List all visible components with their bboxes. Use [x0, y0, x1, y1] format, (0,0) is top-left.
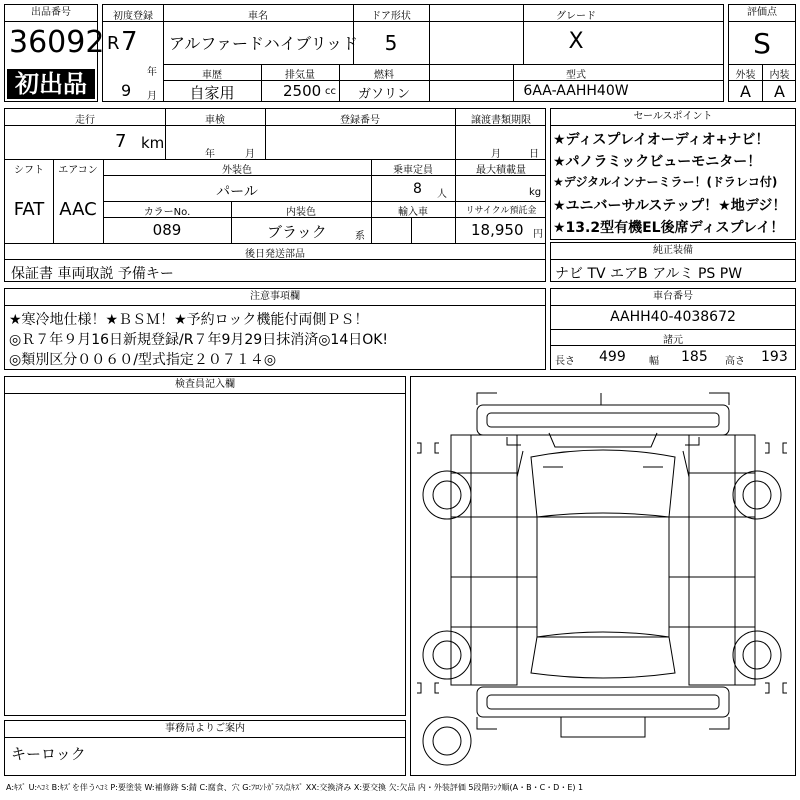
car-diagram [410, 376, 796, 776]
office-box [4, 720, 406, 776]
recycle-value: 18,950 [471, 221, 524, 239]
load-label: 最大積載量 [476, 165, 526, 176]
sales-label: セールスポイント [551, 109, 795, 126]
shift-label: シフト [14, 165, 44, 176]
car-outline [411, 377, 795, 775]
int-color-label: 内装色 [286, 207, 316, 218]
sales-point: ★ディスプレイオーディオ+ナビ！ [553, 132, 770, 148]
first-reg-label: 初度登録 [113, 11, 153, 22]
main-header [102, 4, 724, 102]
height-value: 193 [761, 349, 788, 365]
exterior-value: A [740, 82, 751, 101]
inspector-label: 検査員記入欄 [5, 377, 405, 394]
import-label: 輸入車 [398, 207, 428, 218]
grade-label: グレード [556, 11, 596, 22]
year-unit: 年 [147, 67, 157, 78]
chassis-box [550, 288, 796, 370]
equipment-value: ナビ TV エアB アルミ PS PW [555, 266, 743, 282]
office-label: 事務局よりご案内 [5, 721, 405, 738]
door-label: ドア形状 [371, 11, 411, 22]
lot-label: 出品番号 [5, 5, 97, 22]
mileage-value: 7 [115, 131, 127, 152]
month-unit: 月 [147, 91, 157, 102]
insp-year-unit: 年 [205, 149, 215, 160]
note-line: ◎類別区分００６０/型式指定２０７１４◎ [9, 352, 277, 368]
history-value: 自家用 [189, 84, 235, 102]
cc-unit: cc [325, 86, 336, 97]
history-label: 車歴 [202, 70, 222, 81]
equipment-box [550, 242, 796, 282]
dims-label: 諸元 [663, 335, 683, 346]
score-box [728, 4, 796, 102]
height-label: 高さ [725, 356, 745, 367]
spec-grid [4, 108, 546, 282]
sales-point: ★パノラミックビューモニター！ [553, 154, 762, 170]
sales-point: ★ユニバーサルステップ！★地デジ！ [553, 198, 787, 214]
notes-label: 注意事項欄 [5, 289, 545, 306]
later-label: 後日発送部品 [245, 249, 305, 260]
width-label: 幅 [649, 356, 659, 367]
sales-point: ★13.2型有機EL後席ディスプレイ！ [553, 220, 785, 236]
notes-box [4, 288, 546, 370]
car-name: アルファードハイブリッド [169, 34, 358, 53]
sales-point: ★デジタルインナーミラー！(ドラレコ付) [553, 175, 778, 189]
color-no-label: カラーNo. [143, 207, 191, 218]
km-unit: km [141, 134, 165, 152]
first-listing-badge: 初出品 [7, 69, 95, 99]
model-value: 6AA-AAHH40W [523, 83, 629, 99]
score-value: S [753, 27, 771, 60]
reg-month: 9 [121, 81, 132, 100]
exterior-label: 外装 [735, 70, 756, 81]
era: R [107, 33, 120, 54]
insp-month-unit: 月 [245, 149, 255, 160]
sales-points [550, 108, 796, 240]
width-value: 185 [681, 349, 708, 365]
equipment-label: 純正装備 [551, 243, 795, 260]
office-value: キーロック [11, 745, 86, 763]
lot-box [4, 4, 105, 102]
model-label: 型式 [566, 70, 586, 81]
note-line: ★寒冷地仕様！★ＢＳＭ！★予約ロック機能付両側ＰＳ！ [9, 312, 369, 328]
length-label: 長さ [555, 356, 575, 367]
color-value: パール [216, 184, 258, 200]
load-unit: kg [529, 187, 542, 198]
plate-label: 登録番号 [340, 115, 380, 126]
score-label: 評価点 [729, 5, 795, 22]
transfer-label: 譲渡書類期限 [471, 115, 531, 126]
ac-value: AAC [59, 199, 97, 220]
interior-label: 内装 [769, 70, 790, 81]
length-value: 499 [599, 349, 626, 365]
later-value: 保証書 車両取説 予備キー [11, 266, 174, 282]
transfer-month-unit: 月 [491, 149, 501, 160]
lot-number: 36092 [9, 25, 105, 60]
color-label: 外装色 [222, 165, 252, 176]
recycle-label: リサイクル預託金 [465, 206, 537, 216]
door-value: 5 [384, 31, 398, 55]
seats-label: 乗車定員 [393, 165, 433, 176]
seats-value: 8 [413, 181, 422, 197]
interior-value: A [774, 82, 785, 101]
ac-label: エアコン [58, 165, 98, 176]
name-label: 車名 [248, 11, 268, 22]
chassis-label: 車台番号 [551, 289, 795, 306]
color-no-value: 089 [152, 221, 182, 239]
kei-unit: 系 [355, 231, 365, 242]
inspection-label: 車検 [205, 115, 225, 126]
displacement-label: 排気量 [285, 70, 315, 81]
displacement-value: 2500 [283, 82, 322, 100]
yen-unit: 円 [533, 229, 543, 240]
mileage-label: 走行 [75, 115, 95, 126]
reg-year: 7 [121, 27, 138, 57]
note-line: ◎Ｒ７年９月16日新規登録/R７年9月29日抹消済◎14日OK! [9, 332, 389, 348]
inspector-box [4, 376, 406, 716]
transfer-day-unit: 日 [529, 149, 539, 160]
grade-value: X [568, 29, 584, 54]
legend: A:ｷｽﾞ U:ﾍｺﾐ B:ｷｽﾞを伴うﾍｺﾐ P:要塗装 W:補修跡 S:錆 C:腐食、穴 G:ﾌﾛﾝﾄｶﾞﾗｽ点ｷｽﾞ XX:交換済み X:要交換 欠:欠品 内・外装評価 5段階ﾗﾝｸ順(A・B・C・D・E) 1 [6, 783, 584, 792]
int-color-value: ブラック [267, 223, 327, 241]
fuel-value: ガソリン [357, 87, 410, 102]
shift-value: FAT [13, 199, 45, 220]
fuel-label: 燃料 [374, 70, 394, 81]
chassis-value: AAHH40-4038672 [610, 309, 736, 325]
seats-unit: 人 [437, 189, 447, 200]
